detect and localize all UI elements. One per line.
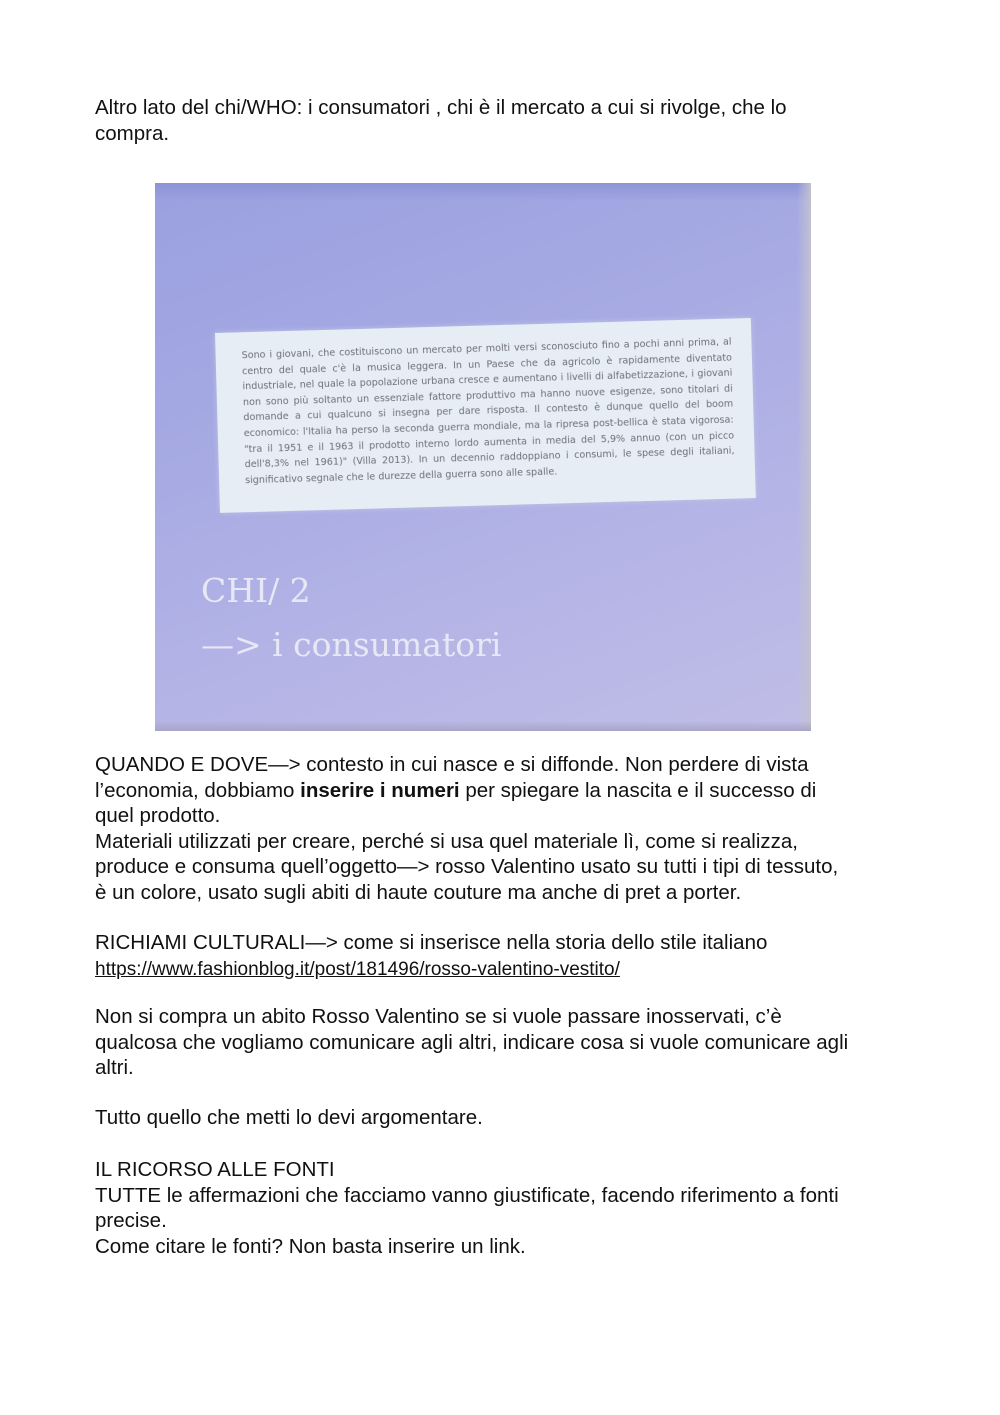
slide-subtitle: —> i consumatori: [201, 625, 502, 664]
fonti-heading: IL RICORSO ALLE FONTI: [95, 1158, 335, 1181]
quando-bold-numbers: inserire i numeri: [300, 778, 460, 802]
photo-top-shadow: [155, 183, 811, 201]
rosso-line-1: Non si compra un abito Rosso Valentino se si vuole passare inosservati, c’è: [95, 1005, 782, 1028]
richiami-text: RICHIAMI CULTURALI—> come si inserisce nella storia dello stile italiano: [95, 931, 768, 954]
tutto-paragraph: [95, 1105, 915, 1131]
quando-line-3: quel prodotto.: [95, 804, 221, 827]
quando-line-1: QUANDO E DOVE—> contesto in cui nasce e si diffonde. Non perdere di vista: [95, 753, 809, 776]
fashionblog-link[interactable]: https://www.fashionblog.it/post/181496/rosso-valentino-vestito/: [95, 958, 620, 980]
intro-line-1: Altro lato del chi/WHO: i consumatori , chi è il mercato a cui si rivolge, che lo: [95, 96, 787, 119]
photo-bottom-edge: [155, 721, 811, 731]
rosso-line-2: qualcosa che vogliamo comunicare agli altri, indicare cosa si vuole comunicare agli: [95, 1030, 849, 1054]
photo-wall-edge: [797, 183, 811, 731]
fonti-line-3: Come citare le fonti? Non basta inserire un link.: [95, 1234, 526, 1258]
fonti-line-2: precise.: [95, 1209, 167, 1232]
slide-text-box: [215, 318, 756, 513]
slide-title: CHI/ 2: [201, 571, 311, 610]
fonti-line-1: TUTTE le affermazioni che facciamo vanno giustificate, facendo riferimento a fonti: [95, 1183, 839, 1207]
rosso-paragraph: [95, 1004, 915, 1081]
rosso-line-3: altri.: [95, 1056, 134, 1079]
quando-line-2-pre: l’economia, dobbiamo: [95, 778, 301, 802]
richiami-paragraph: [95, 930, 915, 982]
quando-line-2-post: per spiegare la nascita e il successo di: [459, 778, 817, 802]
fonti-paragraph: [95, 1157, 915, 1259]
slide-photo: [155, 183, 811, 731]
quando-paragraph: [95, 752, 915, 905]
slide-body-text: Sono i giovani, che costituiscono un mercato per molti versi sconosciuto fino a pochi anni prima, al centro del quale c'è la musica leggera. In un Paese che da agricolo è rapidamente diventato industriale, nel quale la popolazione urbana cresce e aumentano i livelli di alfabetizzazione, i giovani non sono più soltanto un essenziale fattore produttivo ma hanno nuove esigenze, sono titolari di domande a cui qualcuno si insegna per dare risposta. Il contesto è dunque quello del boom economico: l'Italia ha perso la seconda guerra mondiale, ma la ripresa post-bellica è stata vigorosa: "tra il 1951 e il 1963 il prodotto interno lordo aumenta in media del 5,9% annuo (con un picco dell'8,3% nel 1961)" (Villa 2013). In un decennio raddoppiano i consumi, le spese degli italiani, significativo segnale che le durezze della guerra sono alle spalle.: [241, 336, 735, 486]
materiali-line-1: Materiali utilizzati per creare, perché si usa quel materiale lì, come si realizza,: [95, 829, 798, 853]
materiali-line-3: è un colore, usato sugli abiti di haute couture ma anche di pret a porter.: [95, 880, 742, 904]
materiali-line-2: produce e consuma quell’oggetto—> rosso Valentino usato su tutti i tipi di tessuto,: [95, 855, 839, 878]
tutto-text: Tutto quello che metti lo devi argomentare.: [95, 1106, 483, 1129]
intro-line-2: compra.: [95, 121, 170, 145]
intro-paragraph: [95, 95, 915, 146]
